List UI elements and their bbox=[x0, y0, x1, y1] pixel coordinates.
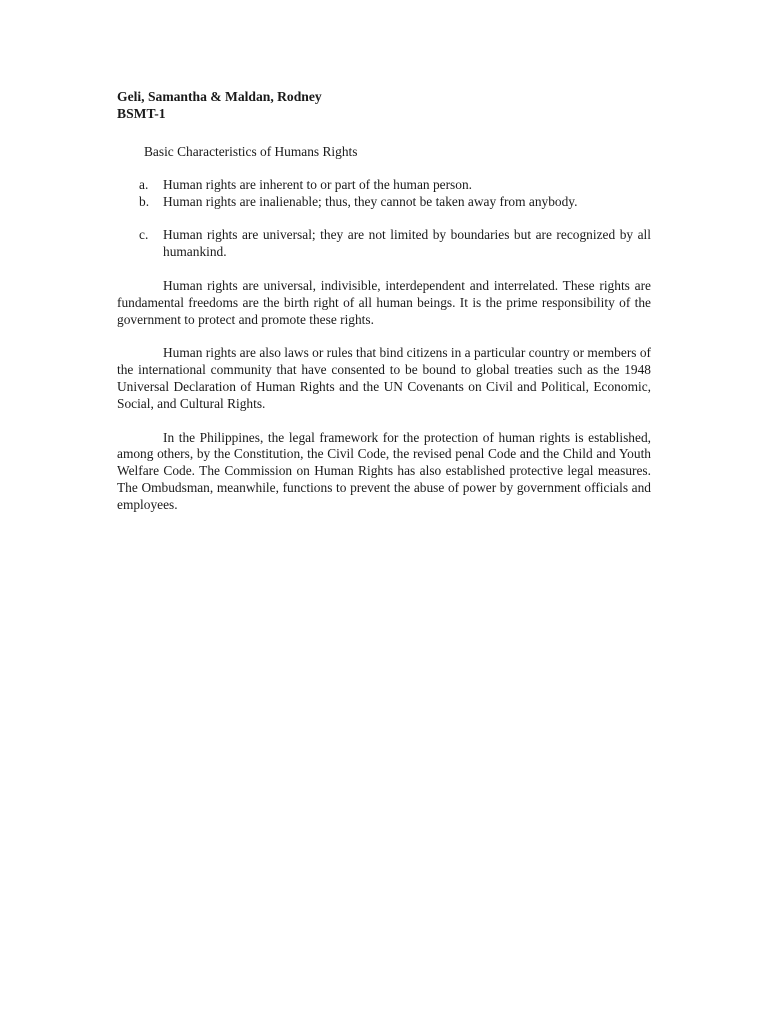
list-item bbox=[117, 177, 651, 194]
list-item bbox=[117, 227, 651, 261]
list-marker: c. bbox=[139, 227, 149, 243]
list-marker: a. bbox=[139, 176, 149, 192]
list-item bbox=[117, 194, 651, 211]
document-body bbox=[117, 88, 651, 514]
author-names: Geli, Samantha & Maldan, Rodney bbox=[117, 89, 322, 104]
paragraph: Human rights are also laws or rules that bind citizens in a particular country or members of the international community that have consented to be bound to global treaties such as the 1948 Universal Declaration of Human Rights and the UN Covenants on Civil and Political, Economic, Social, and Cultural Rights. bbox=[117, 345, 651, 411]
characteristics-list bbox=[117, 177, 651, 261]
class-code: BSMT-1 bbox=[117, 106, 166, 121]
list-item-text: Human rights are universal; they are not limited by boundaries but are recognized by all humankind. bbox=[163, 227, 651, 260]
paragraph: Human rights are universal, indivisible, interdependent and interrelated. These rights are fundamental freedoms are the birth right of all human beings. It is the prime responsibility of the government to protect and promote these rights. bbox=[117, 277, 651, 327]
document-title: Basic Characteristics of Humans Rights bbox=[144, 144, 358, 159]
list-marker: b. bbox=[139, 193, 150, 209]
paragraph: In the Philippines, the legal framework for the protection of human rights is established, among others, by the Constitution, the Civil Code, the revised penal Code and the Child and Youth Welfare Code. The Commission on Human Rights has also established protective legal measures. The Ombudsman, meanwhile, functions to prevent the abuse of power by government officials and employees. bbox=[117, 429, 651, 512]
list-item-text: Human rights are inherent to or part of the human person. bbox=[163, 176, 473, 192]
list-item-text: Human rights are inalienable; thus, they cannot be taken away from anybody. bbox=[163, 193, 578, 209]
